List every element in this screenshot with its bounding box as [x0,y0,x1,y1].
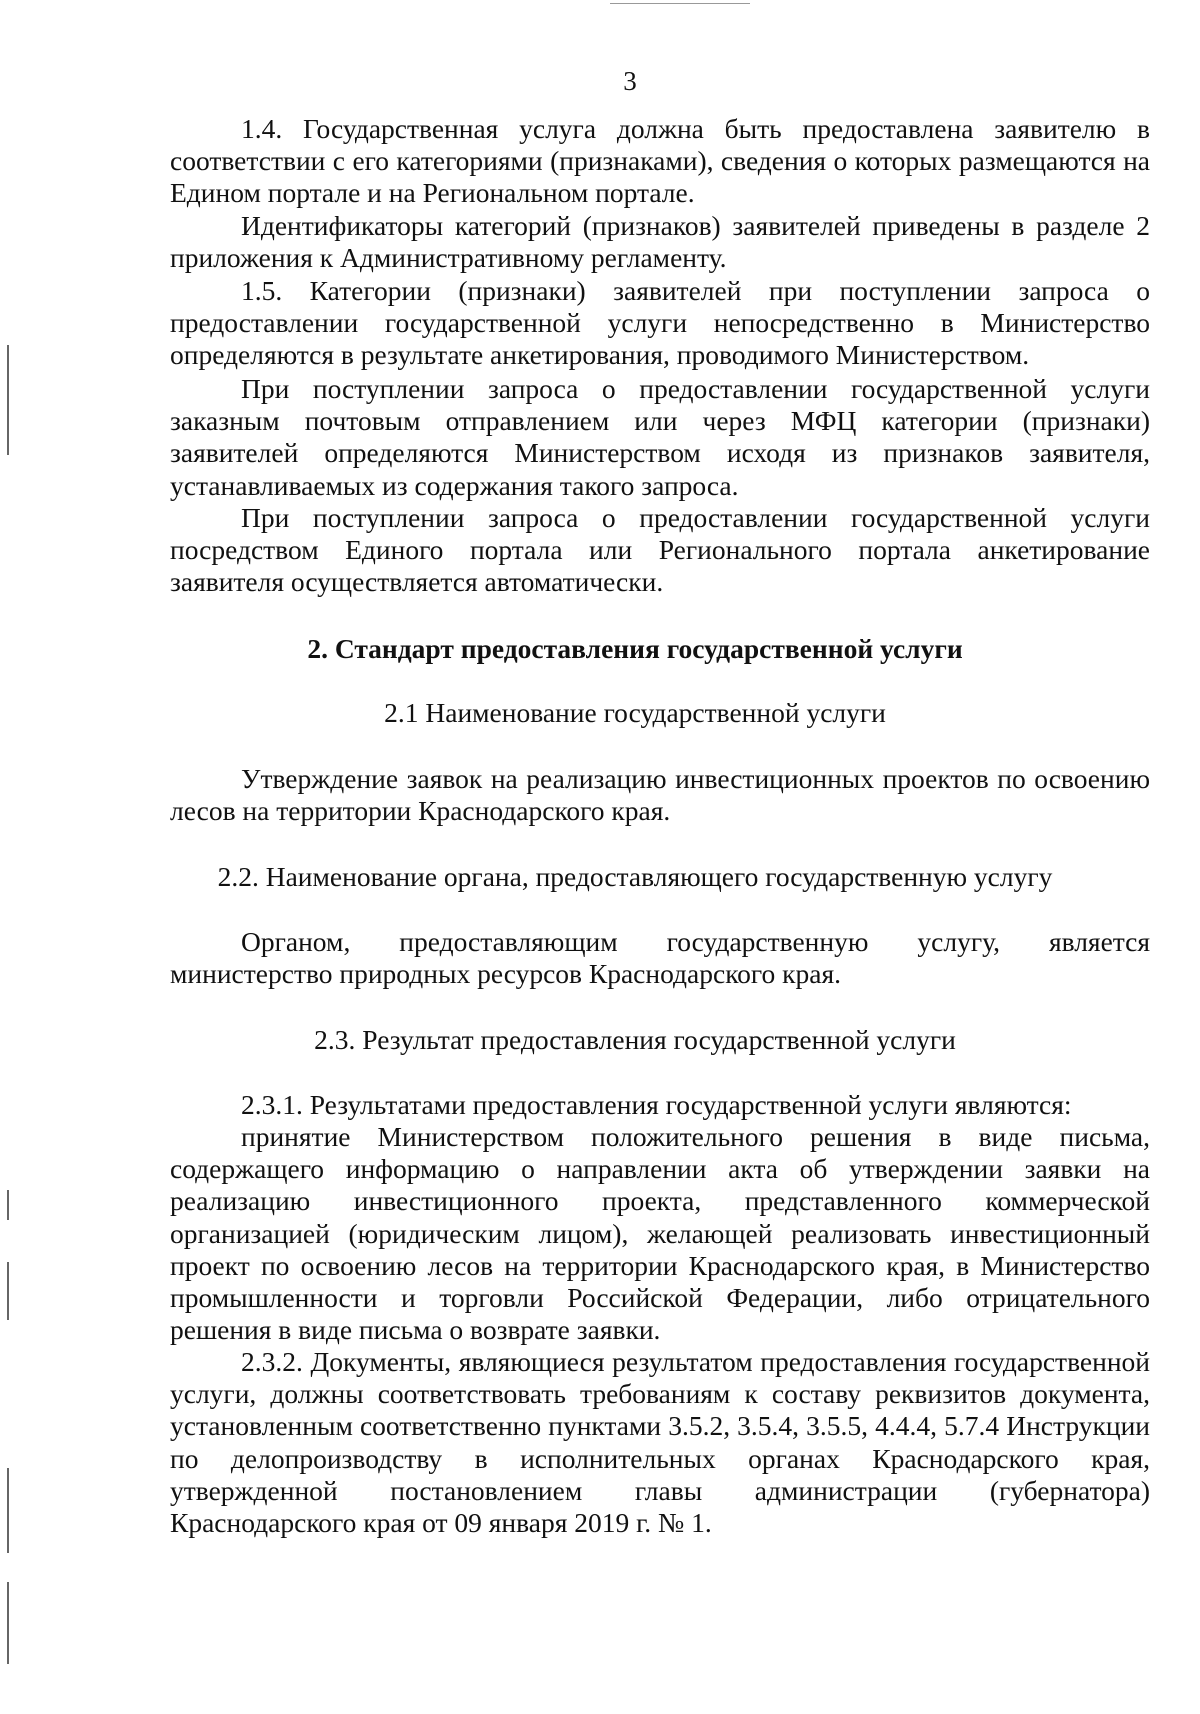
paragraph-portal: При поступлении запроса о предоставлении государственной услуги посредством Единого портала или Регионального портала анкетирование заявителя осуществляется автоматически. [170,502,1150,598]
paragraph-identifiers: Идентификаторы категорий (признаков) заявителей приведены в разделе 2 приложения к Административному регламенту. [170,210,1150,274]
scan-margin-mark [7,1468,9,1553]
subsection-2-1-heading: 2.1 Наименование государственной услуги [384,697,886,728]
subsection-2-1-text: Утверждение заявок на реализацию инвестиционных проектов по освоению лесов на территории Краснодарского края. [170,763,1150,827]
paragraph-postal-mfc: При поступлении запроса о предоставлении государственной услуги заказным почтовым отправлением или через МФЦ категории (признаки) заявителей определяются Министерством исходя из признаков заявителя, устанавливаемых из содержания такого запроса. [170,373,1150,501]
paragraph-results-decision: принятие Министерством положительного решения в виде письма, содержащего информацию о направлении акта об утверждении заявки на реализацию инвестиционного проекта, представленного коммерческой организацией (юридическим лицом), желающей реализовать инвестиционный проект по освоению лесов на территории Краснодарского края, в Министерство промышленности и торговли Российской Федерации, либо отрицательного решения в виде письма о возврате заявки. [170,1121,1150,1346]
paragraph-1-5: 1.5. Категории (признаки) заявителей при поступлении запроса о предоставлении государственной услуги непосредственно в Министерство определяются в результате анкетирования, проводимого Министерством. [170,275,1150,371]
paragraph-2-3-1: 2.3.1. Результатами предоставления государственной услуги являются: [241,1089,1072,1120]
subsection-2-3-heading: 2.3. Результат предоставления государственной услуги [314,1024,956,1055]
scan-margin-mark [7,1582,9,1664]
subsection-2-2-text: Органом, предоставляющим государственную услугу, является министерство природных ресурсов Краснодарского края. [170,926,1150,990]
scan-margin-mark [7,1262,9,1320]
paragraph-2-3-2: 2.3.2. Документы, являющиеся результатом предоставления государственной услуги, должны соответствовать требованиям к составу реквизитов документа, установленным соответственно пунктами 3.5.2, 3.5.4, 3.5.5, 4.4.4, 5.7.4 Инструкции по делопроизводству в исполнительных органах Краснодарского края, утвержденной постановлением главы администрации (губернатора) Краснодарского края от 09 января 2019 г. № 1. [170,1346,1150,1539]
paragraph-1-4: 1.4. Государственная услуга должна быть предоставлена заявителю в соответствии с его категориями (признаками), сведения о которых размещаются на Едином портале и на Региональном портале. [170,113,1150,209]
page-number: 3 [623,66,637,96]
subsection-2-2-heading: 2.2. Наименование органа, предоставляющего государственную услугу [217,861,1053,892]
scan-top-rule [610,3,750,4]
section-heading: 2. Стандарт предоставления государственной услуги [307,633,963,664]
scan-margin-mark [7,345,9,455]
scan-margin-mark [7,1190,9,1220]
